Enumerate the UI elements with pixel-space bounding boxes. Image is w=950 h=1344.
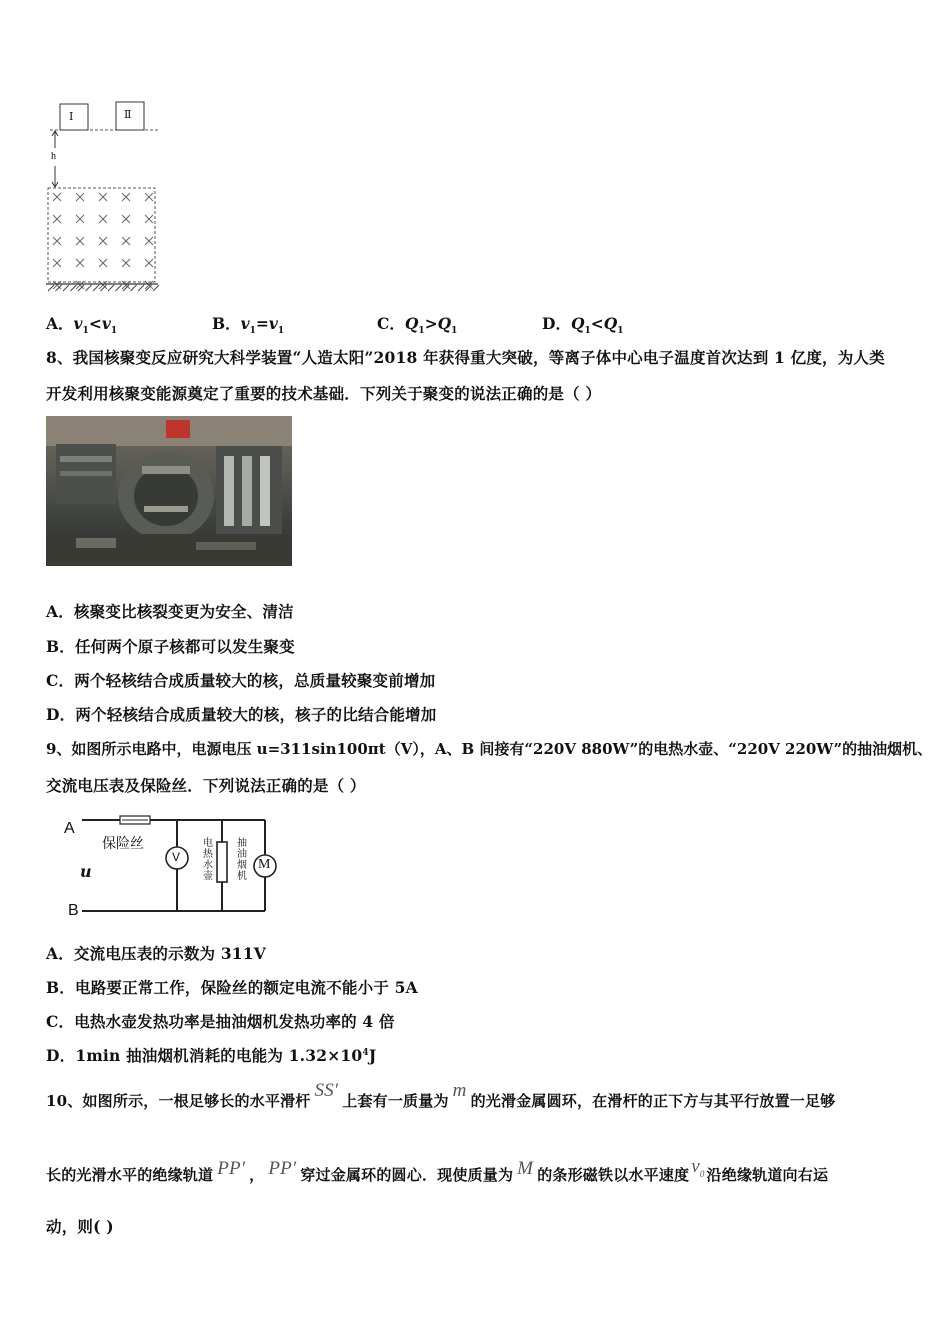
ground-hatch-mark bbox=[63, 285, 69, 291]
box-2-label: Ⅱ bbox=[124, 108, 132, 121]
terminal-a-label: A bbox=[64, 820, 75, 837]
hood-label: 抽油烟机 bbox=[237, 838, 247, 882]
box-1 bbox=[60, 104, 88, 130]
q7-option-c[interactable]: C．$Q_1>Q_1$ bbox=[377, 314, 458, 337]
q9-option-c[interactable]: C．电热水壶发热功率是抽油烟机发热功率的 4 倍 bbox=[46, 1012, 395, 1031]
ground-hatch-mark bbox=[93, 285, 99, 291]
q8-option-c[interactable]: C．两个轻核结合成质量较大的核，总质量较聚变前增加 bbox=[46, 671, 436, 690]
q10-stem-line-2: 长的光滑水平的绝缘轨道 PP′ ， PP′ 穿过金属环的圆心．现使质量为 M 的条形磁铁以水平速度 $v_0$ 沿绝缘轨道向右运 bbox=[46, 1156, 829, 1184]
fuse-label: 保险丝 bbox=[102, 835, 144, 851]
kettle-label: 电热水壶 bbox=[203, 838, 213, 882]
q8-option-d[interactable]: D．两个轻核结合成质量较大的核，核子的比结合能增加 bbox=[46, 705, 437, 724]
magnetic-field-region bbox=[48, 188, 155, 282]
q7-option-d[interactable]: D．$Q_1<Q_1$ bbox=[542, 314, 624, 337]
voltage-u-label: u bbox=[80, 862, 92, 881]
ground-hatch-mark bbox=[138, 285, 144, 291]
q10-stem-line-3: 动，则( ) bbox=[46, 1217, 114, 1236]
q7-option-b[interactable]: B．$v_1=v_1$ bbox=[212, 314, 285, 337]
box-1-label: Ⅰ bbox=[69, 110, 74, 123]
ground-hatch-mark bbox=[71, 285, 77, 291]
ground-hatch-mark bbox=[131, 285, 137, 291]
ground-hatch-mark bbox=[116, 285, 122, 291]
q8-option-a[interactable]: A．核聚变比核裂变更为安全、清洁 bbox=[46, 602, 294, 621]
kettle-resistor bbox=[217, 842, 227, 882]
q7-diagram bbox=[40, 96, 170, 296]
q9-option-d[interactable]: D．1min 抽油烟机消耗的电能为 $1.32\times 10^4J$ bbox=[46, 1046, 377, 1065]
q7-option-a[interactable]: A．$v_1<v_1$ bbox=[46, 314, 118, 337]
ground-hatch-mark bbox=[153, 285, 159, 291]
ground-hatch-mark bbox=[48, 285, 54, 291]
tokamak-photo bbox=[46, 416, 292, 566]
q8-stem-line-1: 8、我国核聚变反应研究大科学装置“人造太阳”2018 年获得重大突破，等离子体中心电子温度首次达到 1 亿度，为人类 bbox=[46, 348, 885, 367]
q10-stem-line-1: 10、如图所示，一根足够长的水平滑杆 SS′ 上套有一质量为 m 的光滑金属圆环，在滑杆的正下方与其平行放置一足够 bbox=[46, 1080, 836, 1110]
motor-label: M bbox=[258, 857, 271, 872]
ground-hatch-mark bbox=[123, 285, 129, 291]
q9-stem-line-1: 9、如图所示电路中，电源电压 u=311sin100πt（V），A、B 间接有“220V 880W”的电热水壶、“220V 220W”的抽油烟机、 bbox=[46, 740, 933, 758]
q9-option-a[interactable]: A．交流电压表的示数为 311V bbox=[46, 944, 267, 963]
ground-hatch-mark bbox=[86, 285, 92, 291]
q9-option-b[interactable]: B．电路要正常工作，保险丝的额定电流不能小于 5A bbox=[46, 978, 418, 997]
h-label: h bbox=[51, 151, 56, 162]
q9-stem-line-2: 交流电压表及保险丝．下列说法正确的是（ ） bbox=[46, 776, 366, 795]
q8-stem-line-2: 开发利用核聚变能源奠定了重要的技术基础．下列关于聚变的说法正确的是（ ） bbox=[46, 384, 602, 403]
terminal-b-label: B bbox=[68, 902, 79, 919]
voltmeter-label: V bbox=[172, 850, 181, 864]
q8-option-b[interactable]: B．任何两个原子核都可以发生聚变 bbox=[46, 637, 295, 656]
ground-hatch-mark bbox=[108, 285, 114, 291]
